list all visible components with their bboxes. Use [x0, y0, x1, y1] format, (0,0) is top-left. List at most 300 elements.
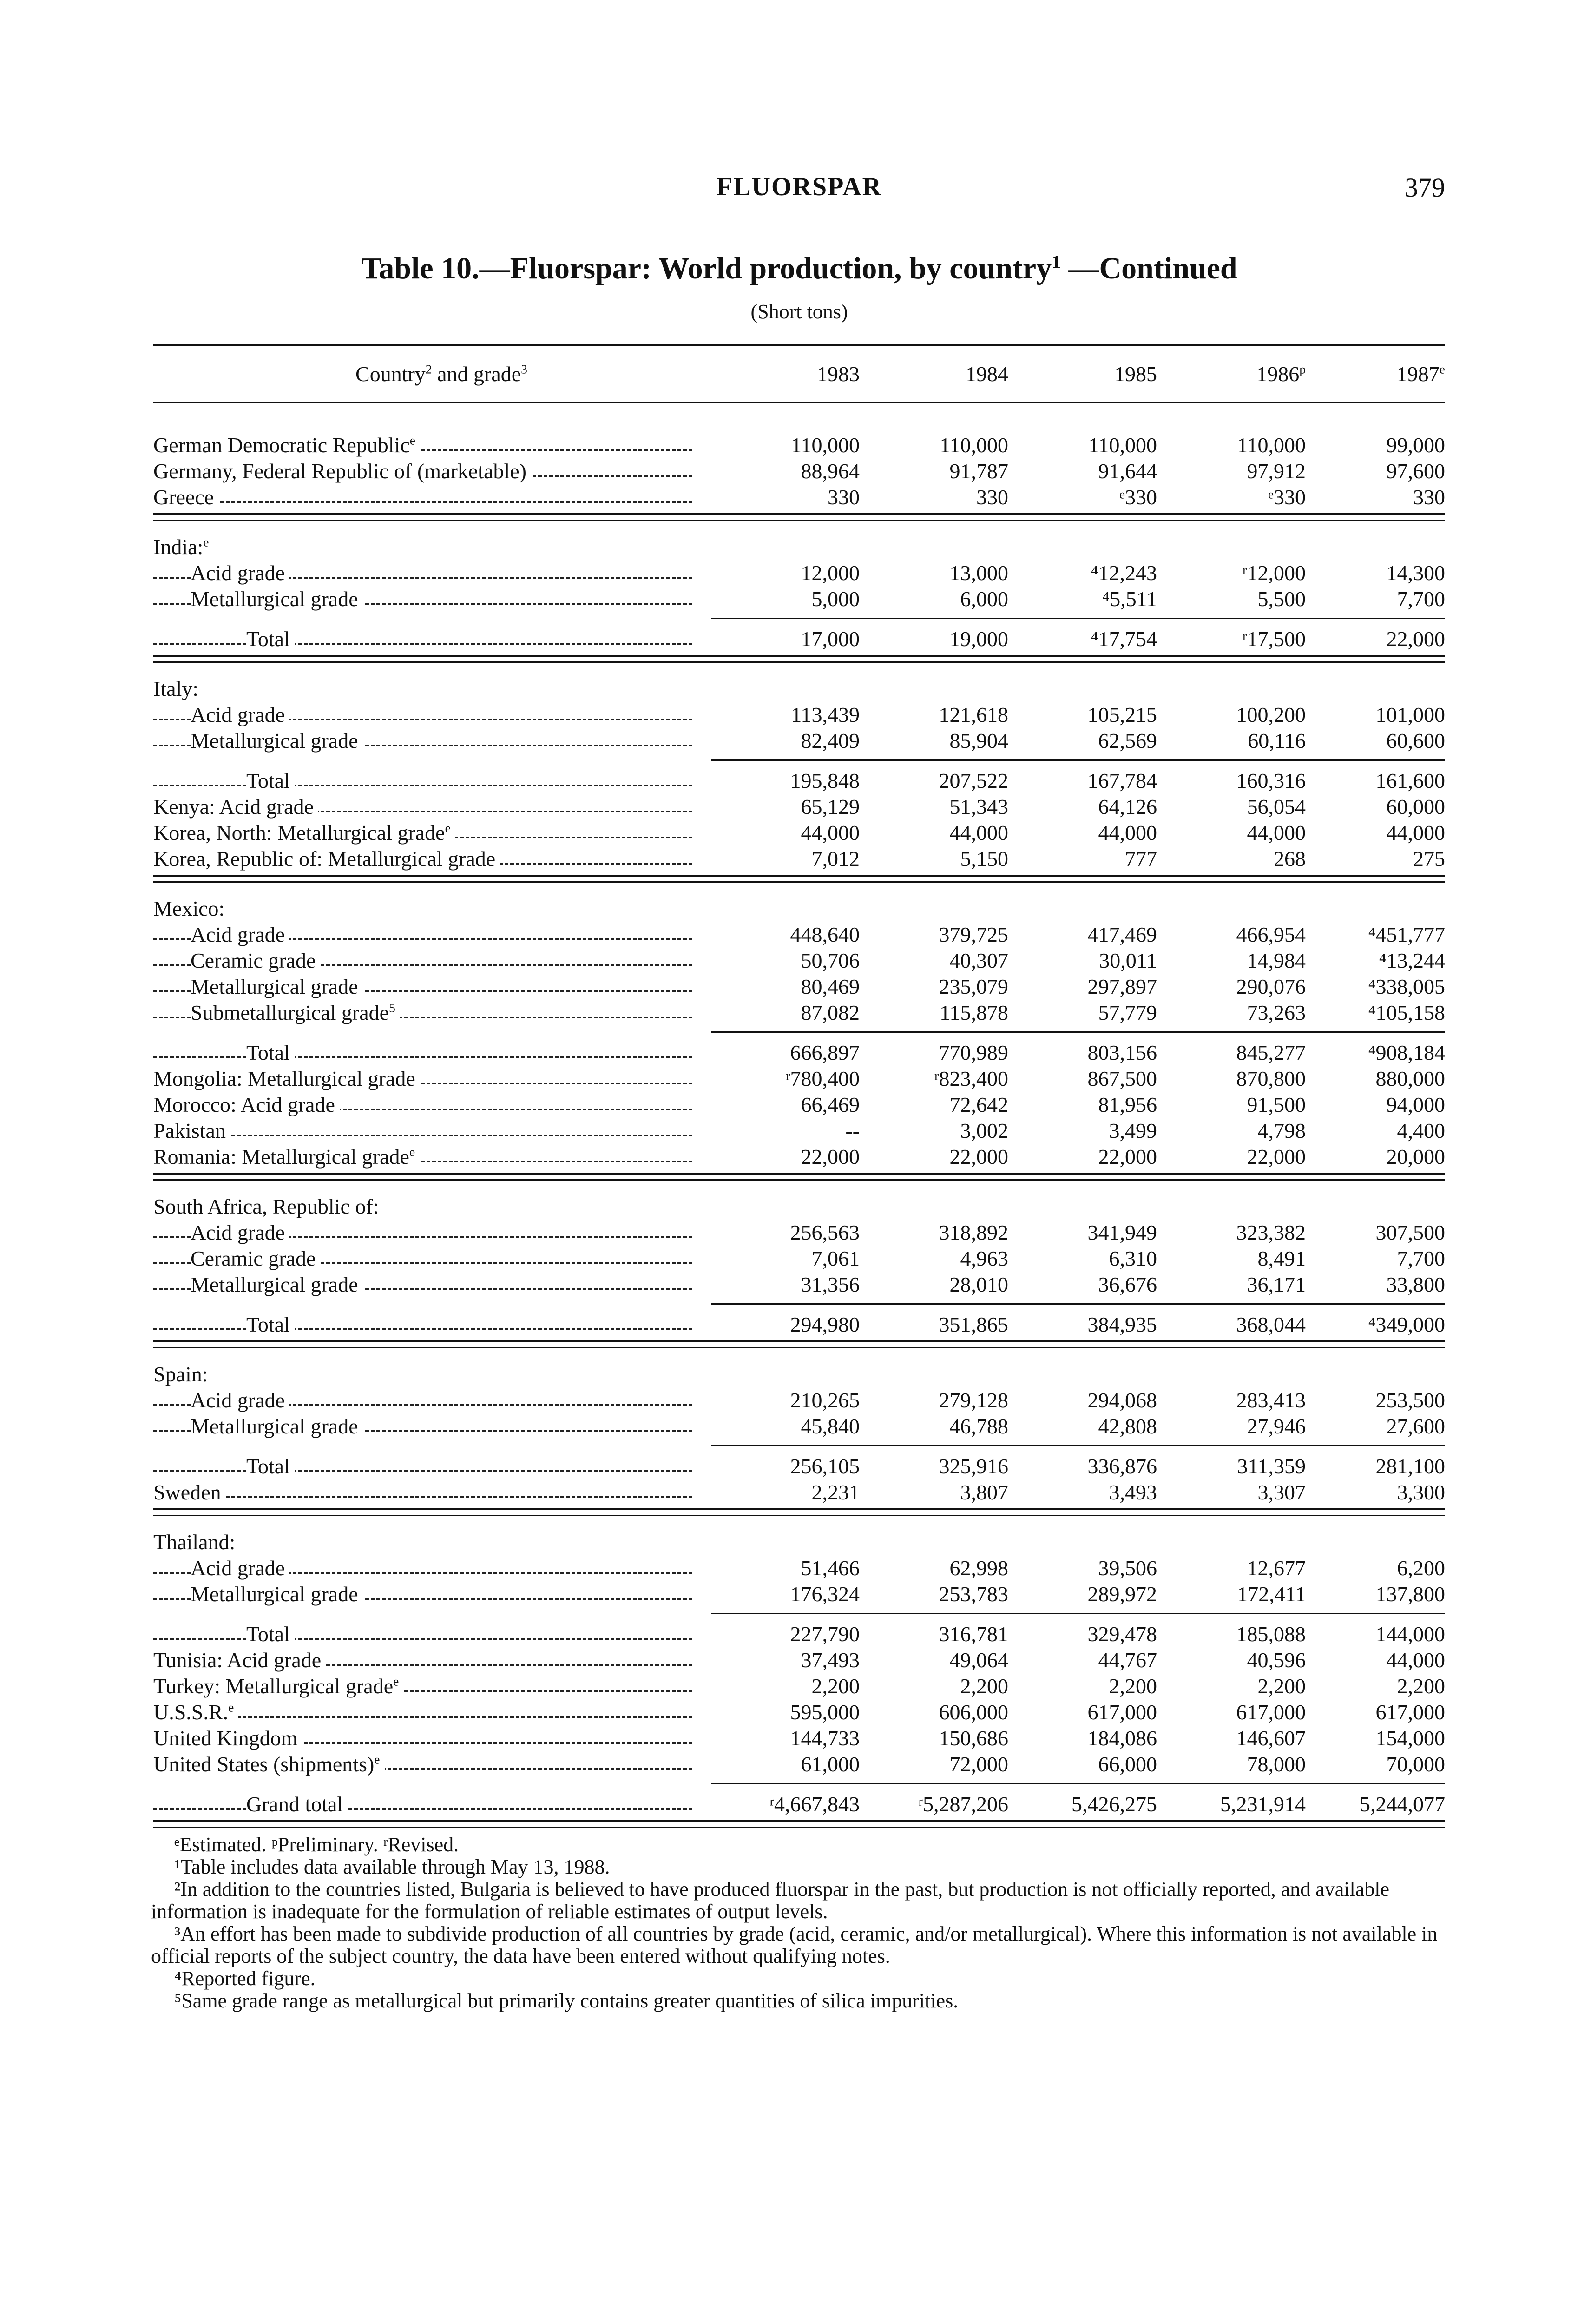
- table-cell: 36,171: [1247, 1273, 1306, 1296]
- table-cell: 121,618: [939, 703, 1008, 726]
- table-row: [153, 819, 1445, 845]
- table-row: [153, 1091, 1445, 1117]
- table-cell: 617,000: [1236, 1700, 1306, 1724]
- row-label: Acid grade: [153, 1556, 711, 1580]
- table-row: [153, 625, 1445, 651]
- table-cell: 2,200: [1397, 1674, 1445, 1698]
- table-cell: 666,897: [790, 1041, 860, 1064]
- row-label: U.S.S.R.$^e$: [153, 1700, 711, 1724]
- table-cell: 803,156: [1087, 1041, 1157, 1064]
- table-cell: 94,000: [1386, 1093, 1445, 1116]
- footnote-1: ¹Table includes data available through May 13, 1988.: [174, 1855, 610, 1878]
- section-rule: [153, 1508, 1445, 1516]
- row-label: Ceramic grade: [153, 1246, 711, 1271]
- table-cell: 110,000: [1237, 433, 1306, 457]
- table-cell: 44,000: [801, 821, 860, 845]
- table-cell: 3,493: [1109, 1480, 1157, 1504]
- table-cell: 66,000: [1098, 1752, 1157, 1776]
- table-cell: 66,469: [801, 1093, 860, 1116]
- table-cell: 144,733: [790, 1726, 860, 1750]
- table-row: [153, 1479, 1445, 1505]
- table-cell: ⁴13,244: [1379, 949, 1445, 972]
- table-cell: 290,076: [1236, 975, 1306, 998]
- table-row: [153, 767, 1445, 793]
- footnote-5: ⁵Same grade range as metallurgical but primarily contains greater quantities of silica impurities.: [174, 1989, 959, 2012]
- table-cell: 22,000: [1386, 627, 1445, 651]
- table-row: [153, 895, 1445, 921]
- table-cell: 100,200: [1236, 703, 1306, 726]
- table-cell: 44,000: [1386, 1648, 1445, 1672]
- table-cell: 82,409: [801, 729, 860, 753]
- table-cell: 253,783: [939, 1582, 1008, 1606]
- table-cell: 281,100: [1375, 1454, 1445, 1478]
- table-cell: ʳ12,000: [1242, 561, 1306, 585]
- table-row: [153, 1790, 1445, 1816]
- row-label: Kenya: Acid grade: [153, 794, 711, 819]
- table-row: [153, 1620, 1445, 1646]
- table-cell: 14,984: [1247, 949, 1306, 972]
- table-cell: 7,012: [811, 847, 860, 871]
- table-cell: 97,600: [1386, 459, 1445, 483]
- table-cell: ᵉ330: [1268, 485, 1306, 509]
- table-cell: 45,840: [801, 1414, 860, 1438]
- table-cell: 325,916: [939, 1454, 1008, 1478]
- table-cell: 6,310: [1109, 1247, 1157, 1270]
- table-cell: 7,061: [811, 1247, 860, 1270]
- table-cell: 44,000: [1386, 821, 1445, 845]
- subtotal-rule: [153, 753, 1445, 767]
- table-cell: 78,000: [1247, 1752, 1306, 1776]
- row-label: Total: [153, 1454, 711, 1479]
- table-cell: 110,000: [1088, 433, 1157, 457]
- row-label: Metallurgical grade: [153, 1414, 711, 1439]
- table-cell: 4,400: [1397, 1119, 1445, 1142]
- table-cell: 880,000: [1375, 1067, 1445, 1090]
- row-label: Romania: Metallurgical grade$^e$: [153, 1144, 711, 1169]
- table-cell: ⁴105,158: [1368, 1001, 1445, 1024]
- table-cell: 336,876: [1087, 1454, 1157, 1478]
- table-cell: 44,000: [949, 821, 1008, 845]
- table-cell: 195,848: [790, 769, 860, 792]
- table-cell: 329,478: [1087, 1622, 1157, 1646]
- table-row: [153, 999, 1445, 1025]
- table-cell: 4,963: [960, 1247, 1008, 1270]
- table-cell: 60,116: [1248, 729, 1306, 753]
- table-row: [153, 1039, 1445, 1065]
- table-cell: 150,686: [939, 1726, 1008, 1750]
- header-year-1985: 1985: [1114, 362, 1157, 386]
- table-cell: 466,954: [1236, 923, 1306, 946]
- table-cell: 57,779: [1098, 1001, 1157, 1024]
- table-cell: 3,002: [960, 1119, 1008, 1142]
- row-label: Mexico:: [153, 896, 711, 921]
- row-label: Pakistan: [153, 1118, 711, 1143]
- table-cell: 330: [1413, 485, 1445, 509]
- section-rule: [153, 1173, 1445, 1181]
- footnote-3: ³An effort has been made to subdivide production of all countries by grade (acid, ceramic, and/or metallurgical). Where this information is not available in official reports of the subject country, the data have been entered without qualifying notes.: [151, 1922, 1438, 1967]
- table-row: [153, 727, 1445, 753]
- table-cell: 7,700: [1397, 587, 1445, 611]
- table-cell: 51,466: [801, 1556, 860, 1580]
- table-cell: 867,500: [1087, 1067, 1157, 1090]
- table-row: [153, 1528, 1445, 1554]
- table-cell: ⁴338,005: [1368, 975, 1445, 998]
- section-rule: [153, 655, 1445, 663]
- table-cell: 368,044: [1236, 1313, 1306, 1336]
- table-cell: 207,522: [939, 769, 1008, 792]
- row-label: Italy:: [153, 676, 711, 701]
- table-row: [153, 1750, 1445, 1776]
- table-row: [153, 1413, 1445, 1439]
- table-cell: 253,500: [1375, 1388, 1445, 1412]
- row-label: Total: [153, 1622, 711, 1646]
- header-year-1986: 1986$^p$: [1256, 362, 1306, 386]
- table-cell: 72,642: [949, 1093, 1008, 1116]
- table-cell: ʳ5,287,206: [918, 1792, 1008, 1816]
- table-cell: 44,767: [1098, 1648, 1157, 1672]
- table-cell: 297,897: [1087, 975, 1157, 998]
- table-cell: 137,800: [1375, 1582, 1445, 1606]
- table-cell: 115,878: [940, 1001, 1008, 1024]
- table-cell: 777: [1125, 847, 1157, 871]
- table-cell: 770,989: [939, 1041, 1008, 1064]
- row-label: United States (shipments)$^e$: [153, 1752, 711, 1776]
- table-cell: 22,000: [1247, 1145, 1306, 1169]
- table-row: [153, 1580, 1445, 1606]
- subtotal-rule: [153, 1439, 1445, 1452]
- row-label: Total: [153, 768, 711, 793]
- table-cell: 39,506: [1098, 1556, 1157, 1580]
- table-cell: 3,307: [1257, 1480, 1306, 1504]
- table-cell: 51,343: [949, 795, 1008, 819]
- table-cell: 3,807: [960, 1480, 1008, 1504]
- table-cell: 27,946: [1247, 1414, 1306, 1438]
- table-row: [153, 1698, 1445, 1724]
- table-cell: 60,600: [1386, 729, 1445, 753]
- subtotal-rule: [153, 1606, 1445, 1620]
- table-cell: 7,700: [1397, 1247, 1445, 1270]
- table-cell: 62,569: [1098, 729, 1157, 753]
- table-cell: ⁴5,511: [1102, 587, 1157, 611]
- table-row: [153, 1452, 1445, 1479]
- table-cell: 351,865: [939, 1313, 1008, 1336]
- row-label: Acid grade: [153, 702, 711, 727]
- table-cell: 318,892: [939, 1221, 1008, 1244]
- row-label: Korea, North: Metallurgical grade$^e$: [153, 820, 711, 845]
- table-cell: 268: [1274, 847, 1306, 871]
- table-cell: 30,011: [1099, 949, 1157, 972]
- table-cell: ʳ17,500: [1242, 627, 1306, 651]
- table-cell: 606,000: [939, 1700, 1008, 1724]
- row-label: Grand total: [153, 1792, 711, 1816]
- table-cell: 64,126: [1098, 795, 1157, 819]
- subtotal-rule: [153, 611, 1445, 625]
- row-label: Tunisia: Acid grade: [153, 1648, 711, 1672]
- row-label: Sweden: [153, 1480, 711, 1505]
- table-cell: 5,500: [1257, 587, 1306, 611]
- table-cell: 5,150: [960, 847, 1008, 871]
- table-row: [153, 1117, 1445, 1143]
- table-cell: 85,904: [949, 729, 1008, 753]
- row-label: South Africa, Republic of:: [153, 1194, 711, 1219]
- table-cell: ʳ823,400: [934, 1067, 1008, 1090]
- table-row: [153, 1311, 1445, 1337]
- row-label: Thailand:: [153, 1530, 711, 1554]
- row-label: Metallurgical grade: [153, 587, 711, 611]
- table-cell: 105,215: [1087, 703, 1157, 726]
- table-cell: 617,000: [1087, 1700, 1157, 1724]
- table-cell: 384,935: [1087, 1313, 1157, 1336]
- table-cell: 8,491: [1257, 1247, 1306, 1270]
- table-cell: 31,356: [801, 1273, 860, 1296]
- table-cell: 87,082: [801, 1001, 860, 1024]
- table-cell: 330: [976, 485, 1008, 509]
- table-row: [153, 457, 1445, 483]
- table-cell: 6,200: [1397, 1556, 1445, 1580]
- row-label: Metallurgical grade: [153, 974, 711, 999]
- table-cell: ⁴17,754: [1091, 627, 1157, 651]
- section-rule: [153, 513, 1445, 521]
- table-cell: 595,000: [790, 1700, 860, 1724]
- table-cell: 60,000: [1386, 795, 1445, 819]
- table-cell: 28,010: [949, 1273, 1008, 1296]
- table-cell: 40,307: [949, 949, 1008, 972]
- table-cell: 80,469: [801, 975, 860, 998]
- table-cell: 97,912: [1247, 459, 1306, 483]
- row-label: Acid grade: [153, 1388, 711, 1413]
- footnote-4: ⁴Reported figure.: [174, 1967, 316, 1990]
- table-row: [153, 1554, 1445, 1580]
- table-row: [153, 533, 1445, 559]
- table-cell: 845,277: [1236, 1041, 1306, 1064]
- table-cell: 91,500: [1247, 1093, 1306, 1116]
- table-cell: 99,000: [1386, 433, 1445, 457]
- table-cell: 256,563: [790, 1221, 860, 1244]
- table-header: [153, 346, 1445, 402]
- row-label: Metallurgical grade: [153, 1272, 711, 1297]
- table-cell: 72,000: [949, 1752, 1008, 1776]
- table-row: [153, 973, 1445, 999]
- table-cell: 294,980: [790, 1313, 860, 1336]
- table-subtitle: (Short tons): [750, 300, 848, 323]
- table-cell: 61,000: [801, 1752, 860, 1776]
- table-cell: 379,725: [939, 923, 1008, 946]
- table-cell: 417,469: [1087, 923, 1157, 946]
- table-cell: 146,607: [1236, 1726, 1306, 1750]
- table-cell: 184,086: [1087, 1726, 1157, 1750]
- table-cell: 4,798: [1257, 1119, 1306, 1142]
- table-cell: 37,493: [801, 1648, 860, 1672]
- production-table: [153, 344, 1445, 1840]
- table-cell: 33,800: [1386, 1273, 1445, 1296]
- table-row: [153, 1245, 1445, 1271]
- table-row: [153, 1386, 1445, 1413]
- row-label: Turkey: Metallurgical grade$^e$: [153, 1674, 711, 1698]
- table-cell: 144,000: [1375, 1622, 1445, 1646]
- row-label: Metallurgical grade: [153, 728, 711, 753]
- table-cell: ʳ780,400: [785, 1067, 860, 1090]
- table-cell: 185,088: [1236, 1622, 1306, 1646]
- table-cell: ᵉ330: [1119, 485, 1157, 509]
- table-row: [153, 793, 1445, 819]
- table-cell: 20,000: [1386, 1145, 1445, 1169]
- table-cell: 5,231,914: [1220, 1792, 1306, 1816]
- table-cell: 2,200: [1109, 1674, 1157, 1698]
- table-cell: 3,499: [1109, 1119, 1157, 1142]
- row-label: Acid grade: [153, 561, 711, 585]
- row-label: Germany, Federal Republic of (marketable): [153, 459, 711, 483]
- table-row: [153, 1360, 1445, 1386]
- table-cell: 448,640: [790, 923, 860, 946]
- table-cell: 12,000: [801, 561, 860, 585]
- table-row: [153, 1065, 1445, 1091]
- table-cell: 289,972: [1087, 1582, 1157, 1606]
- table-row: [153, 701, 1445, 727]
- page-number: 379: [1405, 172, 1445, 203]
- table-cell: 161,600: [1375, 769, 1445, 792]
- table-cell: 22,000: [949, 1145, 1008, 1169]
- table-row: [153, 1724, 1445, 1750]
- table-row: [153, 921, 1445, 947]
- table-row: [153, 559, 1445, 585]
- table-cell: 113,439: [791, 703, 860, 726]
- table-row: [153, 1143, 1445, 1169]
- table-cell: 36,676: [1098, 1273, 1157, 1296]
- table-cell: 279,128: [939, 1388, 1008, 1412]
- table-cell: 2,200: [960, 1674, 1008, 1698]
- table-cell: 110,000: [791, 433, 860, 457]
- table-cell: 316,781: [939, 1622, 1008, 1646]
- table-cell: 330: [828, 485, 860, 509]
- table-cell: 62,998: [949, 1556, 1008, 1580]
- table-cell: 307,500: [1375, 1221, 1445, 1244]
- table-cell: 2,200: [811, 1674, 860, 1698]
- running-head: [153, 172, 1445, 209]
- table-cell: 22,000: [1098, 1145, 1157, 1169]
- table-row: [153, 483, 1445, 509]
- table-row: [153, 1271, 1445, 1297]
- table-cell: ⁴12,243: [1091, 561, 1157, 585]
- table-row: [153, 675, 1445, 701]
- table-title: Table 10.—Fluorspar: World production, by country$^1$ —Continued: [361, 251, 1237, 285]
- table-cell: 617,000: [1375, 1700, 1445, 1724]
- table-cell: 172,411: [1237, 1582, 1306, 1606]
- row-label: Greece: [153, 485, 711, 509]
- table-cell: 42,808: [1098, 1414, 1157, 1438]
- table-cell: 46,788: [949, 1414, 1008, 1438]
- row-label: Korea, Republic of: Metallurgical grade: [153, 846, 711, 871]
- row-label: India:$^e$: [153, 535, 711, 559]
- table-row: [153, 1672, 1445, 1698]
- table-cell: 81,956: [1098, 1093, 1157, 1116]
- running-head-title: FLUORSPAR: [716, 172, 882, 201]
- table-cell: 294,068: [1087, 1388, 1157, 1412]
- table-cell: 49,064: [949, 1648, 1008, 1672]
- section-rule: [153, 1820, 1445, 1828]
- table-row: [153, 431, 1445, 457]
- table-cell: 110,000: [940, 433, 1008, 457]
- table-cell: 44,000: [1247, 821, 1306, 845]
- row-label: Acid grade: [153, 1220, 711, 1245]
- table-row: [153, 947, 1445, 973]
- table-cell: 73,263: [1247, 1001, 1306, 1024]
- table-cell: 870,800: [1236, 1067, 1306, 1090]
- table-cell: 167,784: [1087, 769, 1157, 792]
- table-cell: 341,949: [1087, 1221, 1157, 1244]
- footnote-2: ²In addition to the countries listed, Bulgaria is believed to have produced fluorspar in the past, but production is not officially reported, and available information is inadequate for the formulation of reliable estimates of output levels.: [151, 1878, 1390, 1923]
- table-cell: 70,000: [1386, 1752, 1445, 1776]
- table-cell: 22,000: [801, 1145, 860, 1169]
- table-body: [153, 403, 1445, 1840]
- table-cell: 256,105: [790, 1454, 860, 1478]
- table-cell: 101,000: [1375, 703, 1445, 726]
- table-cell: 311,359: [1237, 1454, 1306, 1478]
- footnotes: [151, 1834, 1447, 2012]
- row-label: Total: [153, 1312, 711, 1337]
- table-cell: 5,244,077: [1360, 1792, 1445, 1816]
- table-row: [153, 585, 1445, 611]
- row-label: United Kingdom: [153, 1726, 711, 1750]
- table-row: [153, 1193, 1445, 1219]
- row-label: Submetallurgical grade$^5$: [153, 1000, 711, 1025]
- table-cell: 65,129: [801, 795, 860, 819]
- table-cell: 154,000: [1375, 1726, 1445, 1750]
- table-cell: ⁴451,777: [1368, 923, 1445, 946]
- table-cell: 323,382: [1236, 1221, 1306, 1244]
- table-cell: ⁴349,000: [1368, 1313, 1445, 1336]
- table-cell: 283,413: [1236, 1388, 1306, 1412]
- table-cell: ʳ4,667,843: [769, 1792, 860, 1816]
- table-cell: 40,596: [1247, 1648, 1306, 1672]
- table-cell: 2,231: [811, 1480, 860, 1504]
- table-cell: 14,300: [1386, 561, 1445, 585]
- table-cell: 91,644: [1098, 459, 1157, 483]
- row-label: Ceramic grade: [153, 948, 711, 973]
- subtotal-rule: [153, 1297, 1445, 1311]
- table-cell: 5,426,275: [1072, 1792, 1157, 1816]
- table-cell: 17,000: [801, 627, 860, 651]
- header-country: Country$^2$ and grade$^3$: [355, 362, 527, 386]
- table-cell: 3,300: [1397, 1480, 1445, 1504]
- row-label: Spain:: [153, 1362, 711, 1386]
- table-row: [153, 1219, 1445, 1245]
- footnote-symbols: ᵉEstimated. ᵖPreliminary. ʳRevised.: [174, 1833, 459, 1856]
- row-label: Acid grade: [153, 922, 711, 947]
- table-cell: 227,790: [790, 1622, 860, 1646]
- table-cell: 275: [1413, 847, 1445, 871]
- table-cell: --: [845, 1119, 860, 1142]
- table-cell: 91,787: [949, 459, 1008, 483]
- header-year-1987: 1987e: [1396, 362, 1445, 386]
- table-cell: 210,265: [790, 1388, 860, 1412]
- subtotal-rule: [153, 1025, 1445, 1039]
- table-cell: 176,324: [790, 1582, 860, 1606]
- table-cell: 13,000: [949, 561, 1008, 585]
- row-label: Metallurgical grade: [153, 1582, 711, 1606]
- table-cell: 5,000: [811, 587, 860, 611]
- table-row: [153, 1646, 1445, 1672]
- row-label: Total: [153, 1040, 711, 1065]
- table-cell: 27,600: [1386, 1414, 1445, 1438]
- table-cell: 160,316: [1236, 769, 1306, 792]
- table-cell: 88,964: [801, 459, 860, 483]
- section-rule: [153, 1340, 1445, 1348]
- header-year-1984: 1984: [966, 362, 1008, 386]
- header-year-1983: 1983: [817, 362, 860, 386]
- row-label: Mongolia: Metallurgical grade: [153, 1066, 711, 1091]
- row-label: German Democratic Republic$^e$: [153, 433, 711, 457]
- table-cell: 44,000: [1098, 821, 1157, 845]
